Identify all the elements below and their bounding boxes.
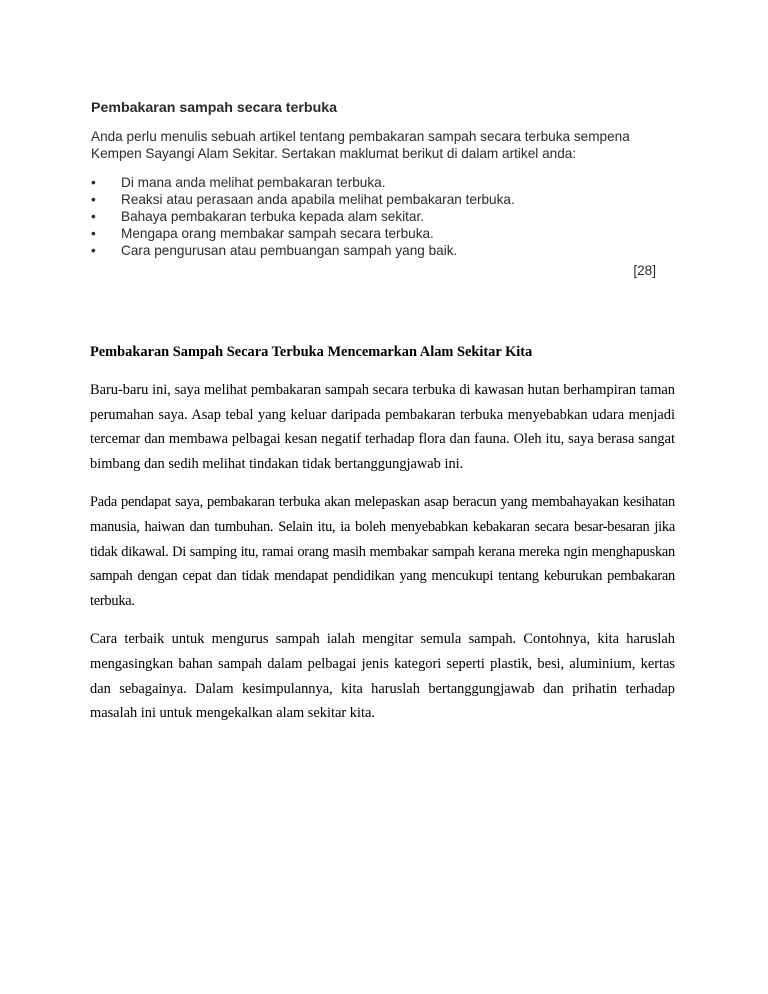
essay-paragraph: Pada pendapat saya, pembakaran terbuka akan melepaskan asap beracun yang membahayakan kesihatan manusia, haiwan dan tumbuhan. Selain itu, ia boleh menyebabkan kebakaran secara besar-besaran jika tidak dikawal. Di samping itu, ramai orang masih membakar sampah kerana mereka ngin menghapuskan sampah dengan cepat dan tidak mendapat pendidikan yang mencukupi tentang keburukan pembakaran terbuka.	[90, 494, 675, 609]
list-item	[88, 191, 662, 208]
task-points-list	[88, 174, 662, 259]
bullet-icon: •	[91, 192, 96, 207]
bullet-icon: •	[91, 226, 96, 241]
task-intro: Anda perlu menulis sebuah artikel tentang pembakaran sampah secara terbuka sempena Kempen Sayangi Alam Sekitar. Sertakan maklumat berikut di dalam artikel anda:	[91, 129, 630, 161]
task-title: Pembakaran sampah secara terbuka	[91, 100, 338, 116]
essay-paragraph: Baru-baru ini, saya melihat pembakaran sampah secara terbuka di kawasan hutan berhampiran taman perumahan saya. Asap tebal yang keluar daripada pembakaran terbuka menyebabkan udara menjadi tercemar dan membawa pelbagai kesan negatif terhadap flora dan fauna. Oleh itu, saya berasa sangat bimbang dan sedih melihat tindakan tidak bertanggungjawab ini.	[90, 382, 675, 472]
list-item	[88, 208, 662, 225]
marks-label: [28]	[633, 263, 656, 278]
list-item	[88, 225, 662, 242]
essay	[90, 342, 675, 740]
bullet-icon: •	[91, 209, 96, 224]
task-point: Cara pengurusan atau pembuangan sampah yang baik.	[121, 243, 458, 258]
essay-title: Pembakaran Sampah Secara Terbuka Mencemarkan Alam Sekitar Kita	[90, 344, 533, 360]
list-item	[88, 242, 662, 259]
task-point: Bahaya pembakaran terbuka kepada alam sekitar.	[121, 209, 425, 224]
task-point: Reaksi atau perasaan anda apabila melihat pembakaran terbuka.	[121, 192, 515, 207]
bullet-icon: •	[91, 243, 96, 258]
bullet-icon: •	[91, 175, 96, 190]
task-point: Di mana anda melihat pembakaran terbuka.	[121, 175, 386, 190]
list-item	[88, 174, 662, 191]
essay-paragraph: Cara terbaik untuk mengurus sampah ialah mengitar semula sampah. Contohnya, kita haruslah mengasingkan bahan sampah dalam pelbagai jenis kategori seperti plastik, besi, aluminium, kertas dan sebagainya. Dalam kesimpulannya, kita haruslah bertanggungjawab dan prihatin terhadap masalah ini untuk mengekalkan alam sekitar kita.	[90, 631, 675, 722]
task-instructions	[88, 100, 662, 278]
task-point: Mengapa orang membakar sampah secara terbuka.	[121, 226, 434, 241]
